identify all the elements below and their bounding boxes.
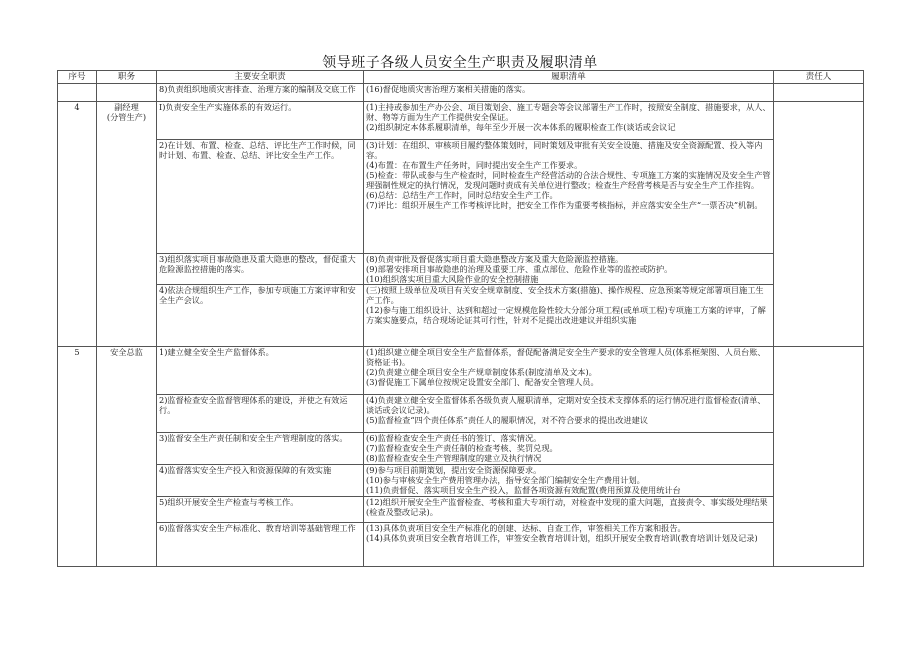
table-row (58, 497, 864, 523)
table-row (58, 395, 864, 433)
checklist-item: (6)总结：总结生产工作时，同时总结安全生产工作。 (366, 190, 558, 200)
table-row (58, 140, 864, 254)
checklist-cell (364, 497, 774, 523)
position-subtitle: (分管生产) (106, 112, 147, 122)
checklist-item: (3)督促施工下属单位按规定设置安全部门、配备安全管理人员。 (366, 377, 599, 387)
duty-cell: 2)监督检查安全监督管理体系的建设，并使之有效运行。 (157, 395, 364, 433)
duty-cell: 3)组织落实项目事故隐患及重大隐患的整改，督促重大危险源监控措施的落实。 (157, 254, 364, 285)
row-num-cell: 4 (58, 102, 97, 347)
checklist-item: (10)组织落实项目重大风险作业的安全控制措施 (366, 274, 539, 284)
checklist-item: (5)监督检查“四个责任体系”责任人的履职情况，对不符合要求的提出改进建议 (366, 415, 648, 425)
checklist-cell (364, 395, 774, 433)
checklist-item: (5)检查：带队或参与生产检查时，同时检查生产经营活动的合法合规性、专项施工方案的实施情况及安全生产管理强制性规定的执行情况，发现问题时责成有关单位进行整改；检查生产经营考核是否与安全生产工作挂钩。 (366, 170, 771, 190)
checklist-item: (2)组织制定本体系履职清单，每年至少开展一次本体系的履职检查工作(谈话或会议记 (366, 122, 676, 132)
duty-cell: I)负责安全生产实施体系的有效运行。 (157, 102, 364, 140)
checklist-item: (9)参与项目前期策划，提出安全资源保障要求。 (366, 465, 542, 475)
checklist-item: (14)具体负责项目安全教育培训工作，审签安全教育培训计划，组织开展安全教育培训(教育培训计划及记录) (366, 533, 758, 543)
row-num-cell: 5 (58, 347, 97, 567)
checklist-cell (364, 465, 774, 497)
checklist-item: (12)组织开展安全生产监督检查、考核和重大专项行动，对检查中发现的重大问题，直接责令、事实级处理结果(检查及整改记录)。 (366, 497, 768, 517)
checklist-item: (12)参与施工组织设计、达到和超过一定规模危险性较大分部分项工程(或单项工程)专项施工方案的评审，了解方案实施要点，结合现场论证其可行性，针对不足提出改进建议并组织实施 (366, 305, 766, 325)
table-header-row (58, 71, 864, 84)
header-checklist: 履职清单 (364, 71, 774, 84)
checklist-cell (364, 102, 774, 140)
checklist-item: (7)监督检查安全生产责任制的检查考核、奖罚兑现。 (366, 443, 558, 453)
checklist-item: (9)部署安排项目事故隐患的治理及重要工序、重点部位、危险作业等的监控或防护。 (366, 264, 673, 274)
checklist-item: (4)负责建立健全安全监督体系各级负责人履职清单，定期对安全技术支撑体系的运行情况进行监督检查(清单、谈话或会议记录)。 (366, 395, 766, 415)
duty-table (57, 70, 864, 567)
checklist-item: (8)监督检查安全生产管理制度的建立及执行情况 (366, 453, 542, 463)
position-title: 副经理 (114, 102, 139, 112)
checklist-cell (364, 523, 774, 567)
table-row (58, 465, 864, 497)
position-title: 安全总监 (110, 347, 143, 357)
duty-cell: 6)监督落实安全生产标准化、教育培训等基础管理工作 (157, 523, 364, 567)
table-row (58, 285, 864, 347)
checklist-cell (364, 285, 774, 347)
checklist-cell (364, 140, 774, 254)
duty-cell: 8)负责组织地质灾害排查、治理方案的编制及交底工作 (157, 84, 364, 102)
duty-cell: 5)组织开展安全生产检查与考核工作。 (157, 497, 364, 523)
table-row (58, 254, 864, 285)
table-row (58, 102, 864, 140)
checklist-cell (364, 347, 774, 395)
checklist-item: (8)负责审批及督促落实项目重大隐患整改方案及重大危险源监控措施。 (366, 254, 624, 264)
responsible-cell[interactable] (774, 84, 864, 102)
document-title: 领导班子各级人员安全生产职责及履职清单 (322, 55, 598, 71)
row-num-cell (58, 84, 97, 102)
checklist-item: (6)监督检查安全生产责任书的签订、落实情况。 (366, 433, 542, 443)
checklist-item: (16)督促地质灾害治理方案相关措施的落实。 (366, 84, 531, 94)
table-row (58, 347, 864, 395)
duty-cell: 3)监督安全生产责任制和安全生产管理制度的落实。 (157, 433, 364, 465)
checklist-item: (11)负责督促、落实项目安全生产投入，监督各项资源有效配置(费用预算及使用统计台 (366, 485, 681, 495)
row-position-cell (97, 347, 157, 567)
duty-cell: 2)在计划、布置、检查、总结、评比生产工作时候，同时计划、布置、检查、总结、评比安全生产工作。 (157, 140, 364, 254)
row-position-cell (97, 84, 157, 102)
responsible-cell[interactable] (774, 102, 864, 347)
header-num: 序号 (58, 71, 97, 84)
checklist-item: (2)负责建立健全项目安全生产规章制度体系(制度清单及文本)。 (366, 367, 597, 377)
checklist-item: (三)按照上级单位及项目有关安全规章制度、安全技术方案(措施)、操作规程、应急预案等规定部署项目施工生产工作。 (366, 285, 764, 305)
header-responsible: 责任人 (774, 71, 864, 84)
table-row (58, 433, 864, 465)
checklist-item: (1)主持或参加生产办公会、项目策划会、施工专题会等会议部署生产工作时，按照安全制度、措施要求，从人、财、物等方面为生产工作提供安全保证。 (366, 102, 771, 122)
duty-cell: 1)建立健全安全生产监督体系。 (157, 347, 364, 395)
checklist-cell (364, 84, 774, 102)
header-duties: 主要安全职责 (157, 71, 364, 84)
header-position: 职务 (97, 71, 157, 84)
checklist-cell (364, 433, 774, 465)
checklist-item: (1)组织建立健全项目安全生产监督体系，督促配备满足安全生产要求的安全管理人员(体系框架图、人员台账、资格证书)。 (366, 347, 766, 367)
table-row (58, 84, 864, 102)
table-row (58, 523, 864, 567)
checklist-item: (4)布置：在布置生产任务时，同时提出安全生产工作要求。 (366, 160, 583, 170)
checklist-cell (364, 254, 774, 285)
checklist-item: (10)参与审核安全生产费用管理办法，指导安全部门编制安全生产费用计划。 (366, 475, 645, 485)
duty-cell: 4)依法合规组织生产工作，参加专项施工方案评审和安全生产会议。 (157, 285, 364, 347)
checklist-item: (7)评比：组织开展生产工作考核评比时，把安全工作作为重要考核指标，并应落实安全生产“一票否决”机制。 (366, 200, 763, 210)
checklist-item: (3)计划：在组织、审核项目履约整体策划时，同时策划及审批有关安全设施、措施及安全资源配置、投入等内容。 (366, 140, 763, 160)
checklist-item: (13)具体负责项目安全生产标准化的创建、达标、自查工作，审签相关工作方案和报告。 (366, 523, 686, 533)
responsible-cell[interactable] (774, 347, 864, 567)
duty-cell: 4)监督落实安全生产投入和资源保障的有效实施 (157, 465, 364, 497)
row-position-cell (97, 102, 157, 347)
